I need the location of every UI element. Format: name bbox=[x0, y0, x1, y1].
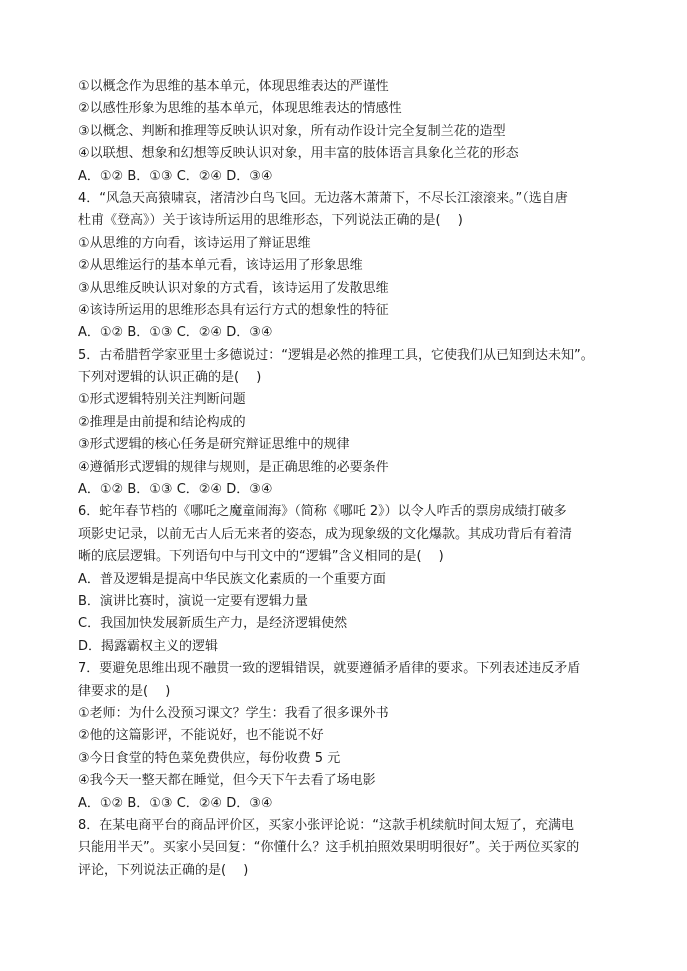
exam-page bbox=[78, 76, 618, 882]
question-4 bbox=[78, 188, 618, 345]
question-stem-line: 评论，下列说法正确的是( ) bbox=[78, 862, 249, 878]
option-line: ④我今天一整天都在睡觉，但今天下午去看了场电影 bbox=[78, 773, 376, 789]
option-line: D．揭露霸权主义的逻辑 bbox=[78, 638, 219, 654]
option-line: ③今日食堂的特色菜免费供应，每份收费 5 元 bbox=[78, 750, 341, 766]
question-stem-line: 8．在某电商平台的商品评价区，买家小张评论说：“这款手机续航时间太短了，充满电 bbox=[78, 817, 575, 833]
answer-choices: A．①② B．①③ C．②④ D．③④ bbox=[78, 168, 273, 184]
option-line: C．我国加快发展新质生产力，是经济逻辑使然 bbox=[78, 616, 348, 632]
question-stem-line: 只能用半天”。买家小吴回复：“你懂什么？这手机拍照效果明明很好”。关于两位买家的 bbox=[78, 840, 580, 856]
option-line: ①以概念作为思维的基本单元，体现思维表达的严谨性 bbox=[78, 79, 389, 94]
answer-choices: A．①② B．①③ C．②④ D．③④ bbox=[78, 325, 273, 341]
answer-choices: A．①② B．①③ C．②④ D．③④ bbox=[78, 482, 273, 498]
question-8 bbox=[78, 815, 618, 882]
question-5 bbox=[78, 345, 618, 502]
question-7 bbox=[78, 658, 618, 815]
option-line: ②以感性形象为思维的基本单元，体现思维表达的情感性 bbox=[78, 101, 402, 117]
question-stem-line: 下列对逻辑的认识正确的是( ) bbox=[78, 370, 262, 386]
option-line: ③形式逻辑的核心任务是研究辩证思维中的规律 bbox=[78, 437, 350, 453]
option-line: A．普及逻辑是提高中华民族文化素质的一个重要方面 bbox=[78, 571, 386, 587]
option-line: ②他的这篇影评，不能说好，也不能说不好 bbox=[78, 728, 324, 744]
question-stem-line: 律要求的是( ) bbox=[78, 683, 171, 699]
question-stem-line: 项影史记录，以前无古人后无来者的姿态，成为现象级的文化爆款。其成功背后有着清 bbox=[78, 526, 573, 542]
question-stem-line: 5．古希腊哲学家亚里士多德说过：“逻辑是必然的推理工具，它使我们从已知到达未知”。 bbox=[78, 347, 594, 363]
question-stem-line: 4．“风急天高猿啸哀，渚清沙白鸟飞回。无边落木萧萧下，不尽长江滚滚来。”（选自唐 bbox=[78, 190, 568, 206]
option-line: ②推理是由前提和结论构成的 bbox=[78, 414, 246, 430]
option-line: ①老师：为什么没预习课文？学生：我看了很多课外书 bbox=[78, 705, 389, 721]
option-line: ④该诗所运用的思维形态具有运行方式的想象性的特征 bbox=[78, 302, 389, 318]
option-line: ④遵循形式逻辑的规律与规则，是正确思维的必要条件 bbox=[78, 459, 389, 475]
question-stem-line: 7．要避免思维出现不融贯一致的逻辑错误，就要遵循矛盾律的要求。下列表述违反矛盾 bbox=[78, 661, 581, 677]
option-line: ②从思维运行的基本单元看，该诗运用了形象思维 bbox=[78, 258, 363, 274]
option-line: B．演讲比赛时，演说一定要有逻辑力量 bbox=[78, 593, 308, 609]
question-stem-line: 6．蛇年春节档的《哪吒之魔童闹海》（简称《哪吒 2》）以令人咋舌的票房成绩打破多 bbox=[78, 504, 567, 520]
question-stem-line: 晰的底层逻辑。下列语句中与刊文中的“逻辑”含义相同的是( ) bbox=[78, 549, 444, 565]
option-line: ①从思维的方向看，该诗运用了辩证思维 bbox=[78, 235, 311, 251]
question-6 bbox=[78, 501, 618, 658]
question-stem-line: 杜甫《登高》）关于该诗所运用的思维形态，下列说法正确的是( ) bbox=[78, 213, 463, 229]
question-3 bbox=[78, 76, 618, 188]
option-line: ④以联想、想象和幻想等反映认识对象，用丰富的肢体语言具象化兰花的形态 bbox=[78, 146, 519, 162]
option-line: ①形式逻辑特别关注判断问题 bbox=[78, 392, 246, 408]
option-line: ③以概念、判断和推理等反映认识对象，所有动作设计完全复制兰花的造型 bbox=[78, 123, 506, 139]
answer-choices: A．①② B．①③ C．②④ D．③④ bbox=[78, 795, 273, 811]
option-line: ③从思维反映认识对象的方式看，该诗运用了发散思维 bbox=[78, 280, 389, 296]
